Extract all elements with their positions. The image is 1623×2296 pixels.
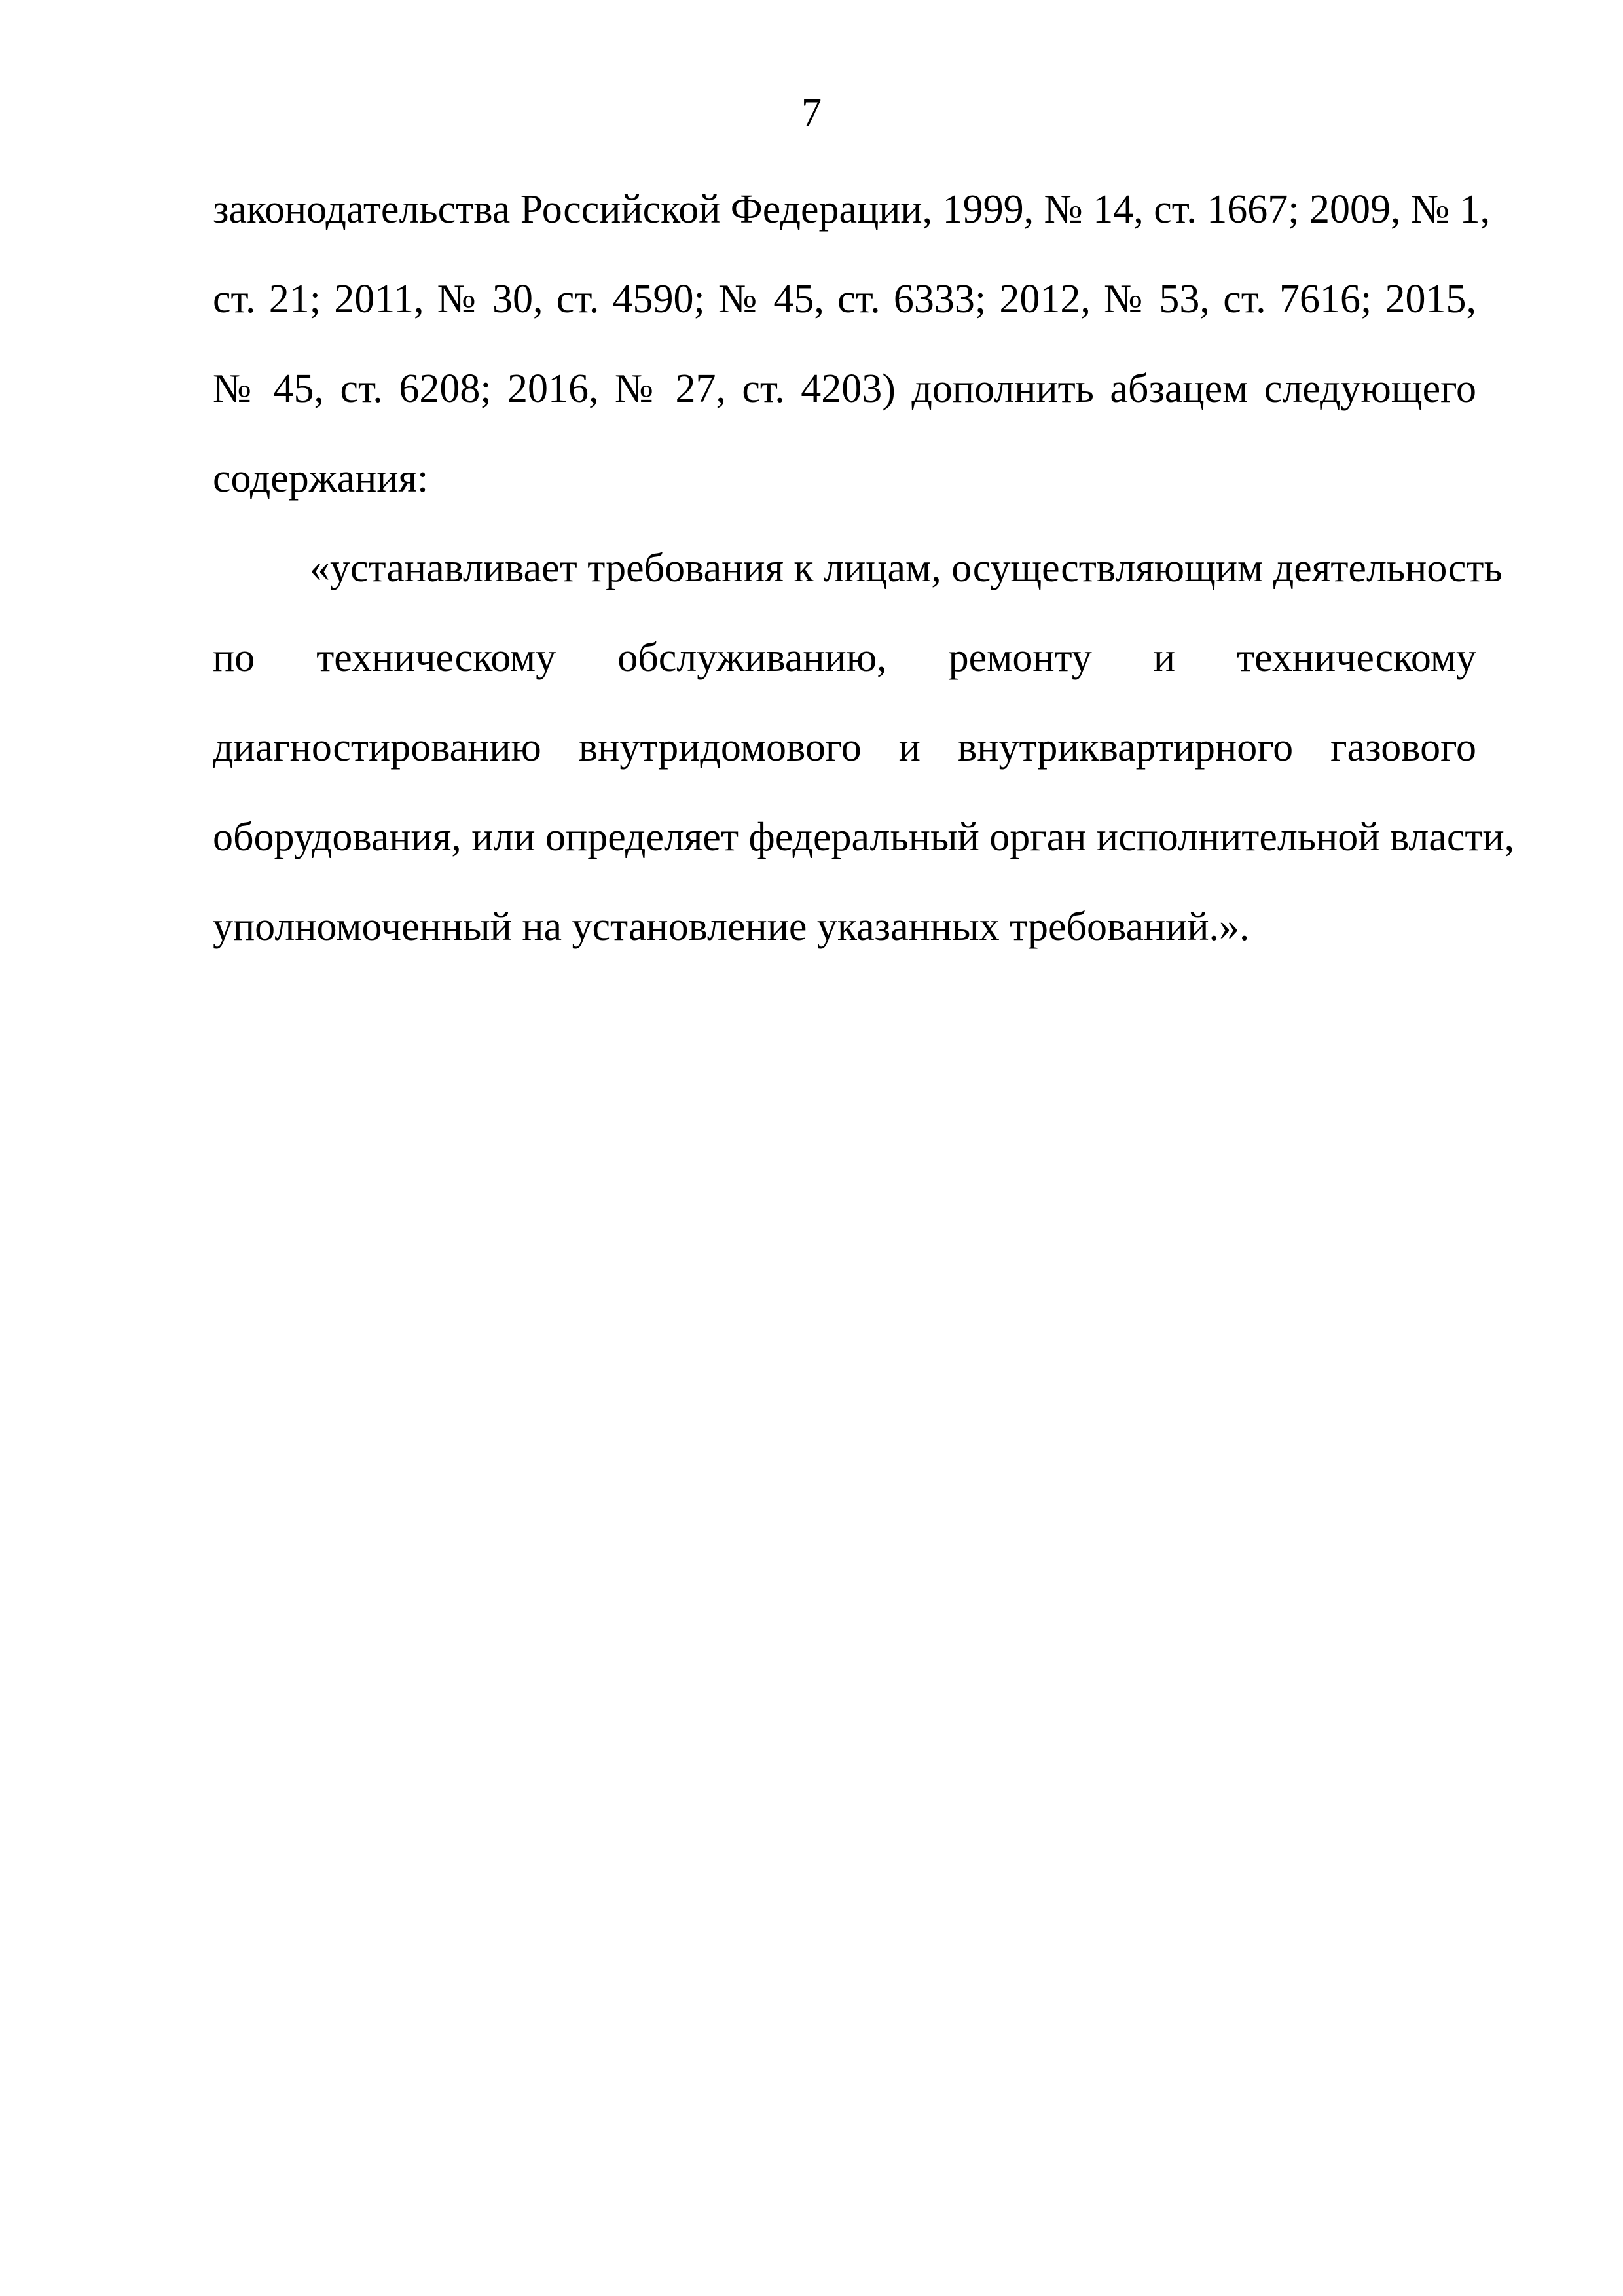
text-line: уполномоченный на установление указанных требований.».	[213, 905, 1250, 949]
page-number: 7	[801, 91, 822, 135]
text-line: по техническому обслуживанию, ремонту и техническому	[213, 636, 1476, 680]
text-line: «устанавливает требования к лицам, осуществляющим деятельность	[310, 546, 1503, 590]
text-line: оборудования, или определяет федеральный орган исполнительной власти,	[213, 815, 1515, 859]
text-line: законодательства Российской Федерации, 1999, № 14, ст. 1667; 2009, № 1,	[213, 187, 1491, 232]
text-line: ст. 21; 2011, № 30, ст. 4590; № 45, ст. 6333; 2012, № 53, ст. 7616; 2015,	[213, 277, 1476, 321]
text-line: содержания:	[213, 456, 429, 501]
paragraph-amendment-reference	[213, 165, 1491, 524]
paragraph-quoted-amendment	[213, 524, 1515, 972]
text-line: диагностированию внутридомового и внутриквартирного газового	[213, 725, 1476, 770]
text-line: № 45, ст. 6208; 2016, № 27, ст. 4203) дополнить абзацем следующего	[213, 367, 1476, 411]
